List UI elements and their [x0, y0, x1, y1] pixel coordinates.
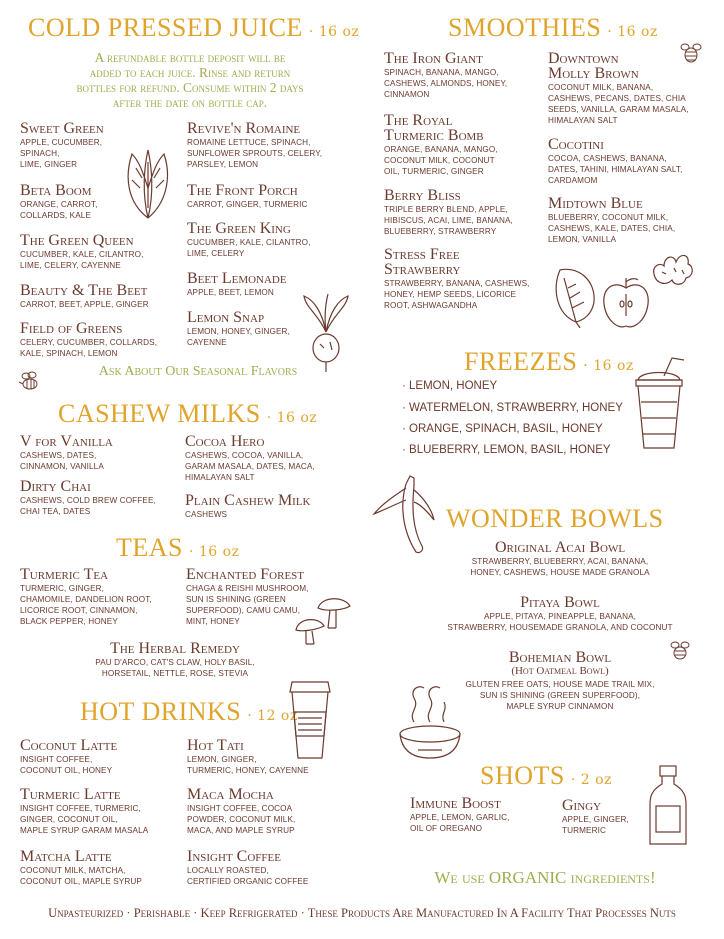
desc-line: BLUEBERRY, STRAWBERRY: [384, 227, 497, 236]
mushroom-icon: [292, 594, 354, 646]
desc-line: COCOA, CASHEWS, BANANA,: [548, 154, 667, 163]
desc-line: COLLARDS, KALE: [20, 211, 92, 220]
freezes-title-text: FREEZES: [464, 347, 578, 376]
desc-line: PARSLEY, LEMON: [187, 160, 259, 169]
desc-line: INSIGHT COFFEE, COCOA: [187, 804, 293, 813]
item-name: Revive'n Romaine: [187, 120, 301, 137]
item-name: Field of Greens: [20, 320, 123, 337]
item-name: Hot Tati: [187, 737, 244, 754]
item-name: Bohemian Bowl: [508, 649, 612, 666]
item-name: Immune Boost: [410, 795, 501, 812]
desc-line: INSIGHT COFFEE,: [20, 755, 93, 764]
menu-item-green-king: [187, 221, 357, 259]
desc-line: MINT, HONEY: [186, 617, 240, 626]
menu-item-insight-coffee: [187, 849, 357, 887]
wonder-bowls-section-title: [446, 505, 664, 533]
note-line: after the date on bottle cap.: [112, 95, 268, 110]
hot-size: · 12 oz: [247, 708, 298, 724]
menu-item-original-acai-bowl: [420, 540, 700, 578]
footer-disclaimer: Unpasteurized · Perishable · Keep Refrigerated · These Products Are Manufactured In A Facility That Processes Nuts: [48, 906, 676, 920]
freeze-item: · BLUEBERRY, LEMON, BASIL, HONEY: [402, 444, 611, 456]
desc-line: ROMAINE LETTUCE, SPINACH,: [187, 138, 311, 147]
item-desc: [384, 144, 554, 177]
desc-line: CASHEWS, PECANS, DATES, CHIA: [548, 94, 686, 103]
menu-item-beauty-beet: [20, 283, 190, 310]
bee-icon: [16, 370, 42, 392]
desc-line: CHAMOMILE, DANDELION ROOT,: [20, 595, 152, 604]
item-desc: [410, 812, 580, 834]
item-name: Turmeric Bomb: [384, 127, 484, 144]
juice-section-title: [28, 14, 359, 46]
juice-title-text: COLD PRESSED JUICE: [28, 13, 303, 42]
bottle-deposit-note: [20, 50, 360, 110]
desc-line: CASHEWS, DATES,: [20, 451, 97, 460]
desc-line: BLUEBERRY, COCONUT MILK,: [548, 213, 669, 222]
menu-item-immune-boost: [410, 796, 580, 834]
item-name: Strawberry: [384, 261, 461, 278]
item-desc: [410, 611, 710, 633]
desc-line: LIME, CELERY, CAYENNE: [20, 261, 121, 270]
soup-bowl-icon: [394, 678, 466, 762]
desc-line: MACA, AND MAPLE SYRUP: [187, 826, 295, 835]
menu-item-iron-giant: [384, 51, 554, 100]
desc-line: HIMALAYAN SALT: [548, 116, 618, 125]
desc-line: LOCALLY ROASTED,: [187, 866, 269, 875]
item-name: Coconut Latte: [20, 737, 118, 754]
item-name: Dirty Chai: [20, 478, 91, 495]
desc-line: CUCUMBER, KALE, CILANTRO,: [20, 250, 144, 259]
shots-title-text: SHOTS: [480, 761, 565, 790]
desc-line: GARAM MASALA, DATES, MACA,: [185, 462, 315, 471]
item-desc: [20, 450, 190, 472]
item-desc: [185, 509, 355, 520]
item-desc: [20, 754, 190, 776]
desc-line: OIL OF OREGANO: [410, 824, 483, 833]
desc-line: MAPLE SYRUP CINNAMON: [506, 702, 614, 711]
item-name: Lemon Snap: [187, 309, 265, 326]
item-desc: [20, 337, 190, 359]
menu-item-hot-tati: [187, 738, 357, 776]
menu-item-midtown-blue: [548, 196, 718, 245]
desc-line: STRAWBERRY, BLUEBERRY, ACAI, BANANA,: [471, 557, 649, 566]
item-name: Molly Brown: [548, 65, 639, 82]
desc-line: SEEDS, VANILLA, GARAM MASALA,: [548, 105, 689, 114]
desc-line: HIBISCUS, ACAI, LIME, BANANA,: [384, 216, 513, 225]
menu-item-royal-turmeric-bomb: [384, 113, 554, 177]
item-name: Beta Boom: [20, 182, 92, 199]
ginger-icon: [648, 244, 696, 288]
desc-line: CHAGA & REISHI MUSHROOM,: [186, 584, 309, 593]
desc-line: ROOT, ASHWAGANDHA: [384, 301, 478, 310]
item-name: Sweet Green: [20, 120, 104, 137]
menu-item-field-of-greens: [20, 321, 190, 359]
item-name: Downtown: [548, 50, 619, 67]
menu-item-maca-mocha: [187, 787, 357, 836]
desc-line: POWDER, COCONUT MILK,: [187, 815, 296, 824]
item-desc: [187, 199, 357, 210]
desc-line: LIME, CELERY: [187, 249, 245, 258]
item-name: The Front Porch: [187, 182, 298, 199]
note-line: added to each juice. Rinse and return: [89, 65, 291, 80]
desc-line: APPLE, CUCUMBER,: [20, 138, 103, 147]
item-name: Cocoa Hero: [185, 433, 265, 450]
desc-line: OIL, TURMERIC, GINGER: [384, 167, 484, 176]
desc-line: PAU D'ARCO, CAT'S CLAW, HOLY BASIL,: [95, 658, 255, 667]
item-desc: [187, 237, 357, 259]
item-name: Gingy: [562, 797, 602, 814]
desc-line: SUPERFOOD), CAMU CAMU,: [186, 606, 301, 615]
item-name: The Green King: [187, 220, 291, 237]
freezes-size: · 16 oz: [583, 358, 634, 374]
desc-line: CASHEWS, ALMONDS, HONEY,: [384, 79, 508, 88]
item-name: The Herbal Remedy: [110, 640, 240, 657]
shots-section-title: [480, 762, 612, 794]
item-desc: [548, 82, 718, 126]
menu-item-coconut-latte: [20, 738, 190, 776]
item-desc: [20, 803, 190, 836]
teas-title-text: TEAS: [116, 533, 183, 562]
desc-line: CARROT, BEET, APPLE, GINGER: [20, 300, 149, 309]
item-name: Cocotini: [548, 136, 604, 153]
freeze-item: · LEMON, HONEY: [402, 380, 498, 392]
item-desc: [20, 299, 190, 310]
desc-line: COCONUT OIL, MAPLE SYRUP: [20, 877, 142, 886]
item-desc: [562, 814, 724, 836]
desc-line: CINNAMON, VANILLA: [20, 462, 104, 471]
item-name: V for Vanilla: [20, 433, 113, 450]
desc-line: TRIPLE BERRY BLEND, APPLE,: [384, 205, 508, 214]
item-desc: [187, 754, 357, 776]
desc-line: CASHEWS, COCOA, VANILLA,: [185, 451, 304, 460]
desc-line: CHAI TEA, DATES: [20, 507, 91, 516]
menu-item-pitaya-bowl: [410, 595, 710, 633]
desc-line: HORSETAIL, NETTLE, ROSE, STEVIA: [101, 669, 249, 678]
item-name: Stress Free: [384, 246, 460, 263]
hot-title-text: HOT DRINKS: [80, 697, 242, 726]
item-name: Turmeric Tea: [20, 566, 109, 583]
item-desc: [187, 865, 357, 887]
desc-line: COCONUT OIL, HONEY: [20, 766, 113, 775]
desc-line: STRAWBERRY, HOUSEMADE GRANOLA, AND COCONUT: [447, 623, 673, 632]
menu-item-cocoa-hero: [185, 434, 355, 483]
item-desc: [548, 153, 718, 186]
item-desc: [384, 204, 554, 237]
desc-line: MAPLE SYRUP GARAM MASALA: [20, 826, 149, 835]
menu-item-plain-cashew-milk: [185, 493, 355, 520]
item-desc: [420, 556, 700, 578]
note-line: A refundable bottle deposit will be: [94, 50, 286, 65]
desc-line: COCONUT MILK, MATCHA,: [20, 866, 126, 875]
desc-line: APPLE, GINGER,: [562, 815, 629, 824]
menu-item-turmeric-tea: [20, 567, 190, 627]
menu-item-front-porch: [187, 183, 357, 210]
cashew-section-title: [58, 400, 317, 432]
item-name: Maca Mocha: [187, 786, 274, 803]
desc-line: TURMERIC, GINGER,: [20, 584, 105, 593]
item-name: Berry Bliss: [384, 187, 461, 204]
item-name: The Green Queen: [20, 232, 134, 249]
item-name: The Iron Giant: [384, 50, 483, 67]
item-desc: [384, 278, 554, 311]
freeze-item: · WATERMELON, STRAWBERRY, HONEY: [402, 402, 623, 414]
desc-line: ORANGE, BANANA, MANGO,: [384, 145, 498, 154]
item-desc: [384, 67, 554, 100]
hot-drinks-section-title: [80, 698, 298, 730]
desc-line: CASHEWS: [185, 510, 228, 519]
desc-line: TURMERIC: [562, 826, 607, 835]
smoothies-title-text: SMOOTHIES: [448, 13, 602, 42]
desc-line: COCONUT MILK, BANANA,: [548, 83, 654, 92]
freezes-section-title: [464, 348, 634, 380]
desc-line: CARDAMOM: [548, 176, 598, 185]
desc-line: DATES, TAHINI, HIMALAYAN SALT,: [548, 165, 683, 174]
item-name: The Royal: [384, 112, 453, 129]
desc-line: CERTIFIED ORGANIC COFFEE: [187, 877, 309, 886]
desc-line: APPLE, PITAYA, PINEAPPLE, BANANA,: [483, 612, 637, 621]
desc-line: SUN IS SHINING (GREEN: [186, 595, 286, 604]
desc-line: GLUTEN FREE OATS, HOUSE MADE TRAIL MIX,: [465, 680, 655, 689]
desc-line: SUNFLOWER SPROUTS, CELERY,: [187, 149, 323, 158]
desc-line: STRAWBERRY, BANANA, CASHEWS,: [384, 279, 530, 288]
desc-line: SPINACH, BANANA, MANGO,: [384, 68, 499, 77]
desc-line: INSIGHT COFFEE, TURMERIC,: [20, 804, 141, 813]
organic-ingredients-note: We use ORGANIC ingredients!: [434, 868, 656, 887]
menu-item-dirty-chai: [20, 479, 190, 517]
shot-bottle-icon: [646, 764, 690, 848]
desc-line: APPLE, LEMON, GARLIC,: [410, 813, 510, 822]
item-desc: [548, 212, 718, 245]
menu-item-downtown-molly-brown: [548, 51, 718, 126]
seasonal-flavors-note: Ask About Our Seasonal Flavors: [98, 364, 298, 379]
desc-line: BLACK PEPPER, HONEY: [20, 617, 118, 626]
smoothies-size: · 16 oz: [607, 24, 658, 40]
item-name: Insight Coffee: [187, 848, 281, 865]
item-name: Matcha Latte: [20, 848, 112, 865]
juice-size: · 16 oz: [308, 24, 360, 40]
item-desc: [20, 583, 190, 627]
desc-line: LEMON, GINGER,: [187, 755, 257, 764]
desc-line: CAYENNE: [187, 338, 227, 347]
item-desc: [187, 803, 357, 836]
cashew-title-text: CASHEW MILKS: [58, 399, 261, 428]
desc-line: LEMON, VANILLA: [548, 235, 617, 244]
desc-line: HONEY, HEMP SEEDS, LICORICE: [384, 290, 517, 299]
frozen-drink-icon: [630, 356, 688, 452]
item-name: Turmeric Latte: [20, 786, 121, 803]
menu-item-stress-free-strawberry: [384, 247, 554, 311]
desc-line: ORANGE, CARROT,: [20, 200, 98, 209]
teas-size: · 16 oz: [189, 544, 240, 560]
desc-line: TURMERIC, HONEY, CAYENNE: [187, 766, 309, 775]
desc-line: APPLE, BEET, LEMON: [187, 288, 274, 297]
bowls-title-text: WONDER BOWLS: [446, 504, 664, 533]
desc-line: GINGER, COCONUT OIL,: [20, 815, 118, 824]
desc-line: COCONUT MILK, COCONUT: [384, 156, 495, 165]
item-subtitle: (Hot Oatmeal Bowl): [511, 665, 609, 677]
item-name: Plain Cashew Milk: [185, 492, 311, 509]
menu-item-berry-bliss: [384, 188, 554, 237]
menu-item-v-for-vanilla: [20, 434, 190, 472]
item-desc: [20, 495, 190, 517]
menu-item-green-queen: [20, 233, 190, 271]
desc-line: CUCUMBER, KALE, CILANTRO,: [187, 238, 311, 247]
beet-icon: [300, 292, 352, 374]
shots-size: · 2 oz: [570, 772, 612, 788]
item-name: Enchanted Forest: [186, 566, 305, 583]
desc-line: CASHEWS, KALE, DATES, CHIA,: [548, 224, 676, 233]
item-name: Beet Lemonade: [187, 270, 287, 287]
desc-line: CELERY, CUCUMBER, COLLARDS,: [20, 338, 158, 347]
menu-item-matcha-latte: [20, 849, 190, 887]
item-name: Pitaya Bowl: [520, 594, 600, 611]
desc-line: SPINACH,: [20, 149, 60, 158]
romaine-lettuce-icon: [118, 148, 178, 220]
item-desc: [20, 249, 190, 271]
teas-section-title: [116, 534, 239, 566]
desc-line: CASHEWS, COLD BREW COFFEE,: [20, 496, 156, 505]
desc-line: CINNAMON: [384, 90, 430, 99]
menu-item-revive-romaine: [187, 121, 357, 170]
desc-line: HIMALAYAN SALT: [185, 473, 255, 482]
desc-line: HONEY, CASHEWS, HOUSE MADE GRANOLA: [470, 568, 650, 577]
item-name: Beauty & The Beet: [20, 282, 148, 299]
item-desc: [187, 137, 357, 170]
menu-item-gingy: [562, 798, 724, 836]
desc-line: LEMON, HONEY, GINGER,: [187, 327, 290, 336]
item-name: Midtown Blue: [548, 195, 643, 212]
desc-line: LIME, GINGER: [20, 160, 78, 169]
desc-line: KALE, SPINACH, LEMON: [20, 349, 118, 358]
item-desc: [20, 865, 190, 887]
item-desc: [185, 450, 355, 483]
smoothies-section-title: [448, 14, 658, 46]
menu-item-cocotini: [548, 137, 718, 186]
freeze-item: · ORANGE, SPINACH, BASIL, HONEY: [402, 423, 603, 435]
item-name: Original Acai Bowl: [494, 539, 626, 556]
menu-item-herbal-remedy: [40, 641, 310, 679]
item-desc: [40, 657, 310, 679]
apple-half-icon: [600, 276, 652, 332]
note-line: bottles for refund. Consume within 2 days: [76, 80, 304, 95]
desc-line: CARROT, GINGER, TURMERIC: [187, 200, 308, 209]
desc-line: SUN IS SHINING (GREEN SUPERFOOD),: [479, 691, 641, 700]
desc-line: LICORICE ROOT, CINNAMON,: [20, 606, 138, 615]
cashew-size: · 16 oz: [266, 410, 318, 426]
menu-item-turmeric-latte: [20, 787, 190, 836]
spinach-leaf-icon: [550, 262, 602, 328]
